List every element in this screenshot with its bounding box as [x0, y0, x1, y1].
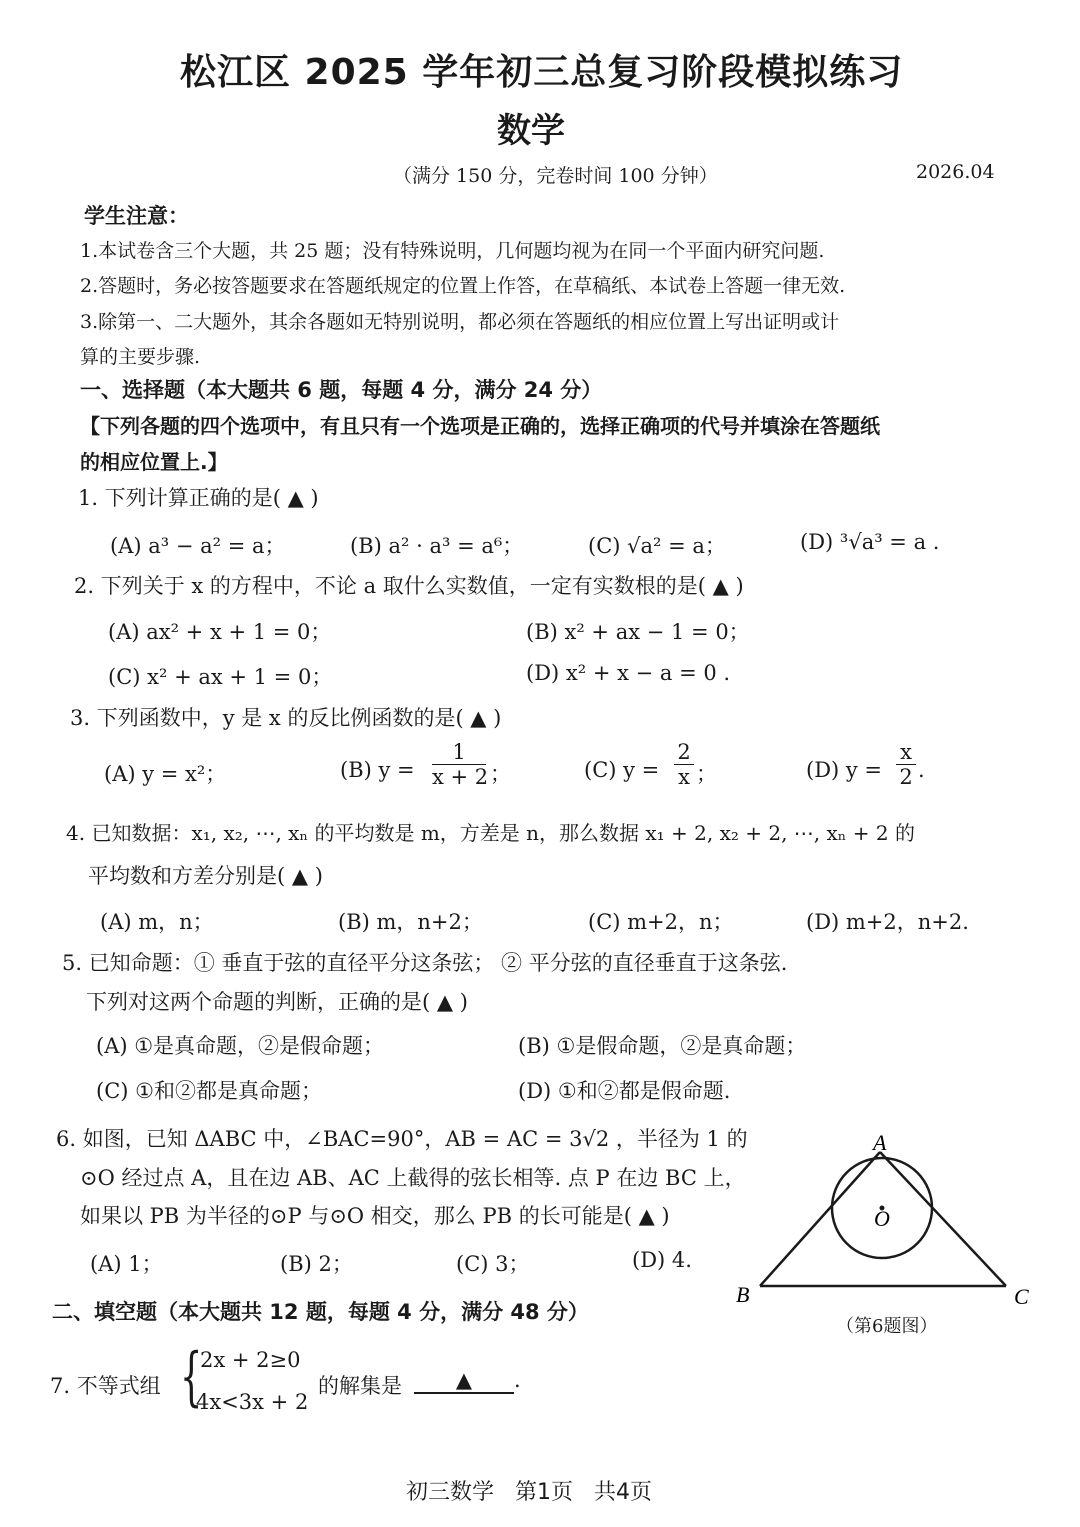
q6-figure-caption: （第6题图） [836, 1316, 938, 1337]
page-footer: 初三数学 第1页 共4页 [406, 1480, 652, 1505]
q3-option-d [806, 758, 882, 782]
q5-stem-2: 下列对这两个命题的判断，正确的是( ▲ ) [86, 990, 468, 1014]
q6-stem-3: 如果以 PB 为半径的⊙P 与⊙O 相交，那么 PB 的长可能是( ▲ ) [80, 1204, 670, 1228]
q3-option-d-fraction [896, 740, 916, 789]
q7-brace: { [180, 1340, 203, 1414]
section1-instruction-1: 【下列各题的四个选项中，有且只有一个选项是正确的，选择正确项的代号并填涂在答题纸 [80, 414, 880, 438]
notice-heading: 学生注意： [84, 203, 189, 228]
q4-stem-2: 平均数和方差分别是( ▲ ) [88, 864, 323, 888]
q3-option-b-label: (B) y = [340, 758, 415, 782]
q4-stem-1: 4. 已知数据：x₁, x₂, ⋯, xₙ 的平均数是 m，方差是 n，那么数据 x₁ + 2, x₂ + 2, ⋯, xₙ + 2 的 [66, 821, 916, 845]
section1-instruction-2: 的相应位置上.】 [80, 450, 228, 474]
q4-option-a: (A) m，n； [100, 910, 214, 934]
q3-option-b-denominator: x + 2 [432, 765, 489, 789]
triangle-side-ac [880, 1152, 1006, 1286]
q6-stem-2: ⊙O 经过点 A，且在边 AB、AC 上截得的弦长相等. 点 P 在边 BC 上， [80, 1166, 746, 1190]
q4-option-b: (B) m，n+2； [338, 910, 483, 934]
label-b: B [736, 1282, 750, 1307]
q3-option-c-numerator: 2 [674, 740, 694, 765]
exam-info: （满分 150 分，完卷时间 100 分钟） [393, 165, 718, 187]
q7-inequality-1: 2x + 2≥0 [200, 1348, 301, 1372]
q6-option-a: (A) 1； [90, 1252, 163, 1276]
q7-prefix: 7. 不等式组 [50, 1374, 161, 1398]
q7-end: . [514, 1368, 521, 1392]
q4-option-c: (C) m+2，n； [588, 910, 734, 934]
q6-option-b: (B) 2； [280, 1252, 353, 1276]
q2-option-c: (C) x² + ax + 1 = 0； [108, 665, 333, 689]
q3-option-c-denominator: x [678, 765, 690, 789]
q1-option-b: (B) a² · a³ = a⁶； [350, 534, 524, 558]
q1-option-d: (D) ³√a³ = a . [800, 530, 940, 554]
q3-option-c-label: (C) y = [584, 758, 660, 782]
q3-option-d-label: (D) y = [806, 758, 883, 782]
q1-option-c: (C) √a² = a； [588, 534, 726, 558]
notice-item-1: 1.本试卷含三个大题，共 25 题；没有特殊说明，几何题均视为在同一个平面内研究问题. [80, 240, 825, 262]
q5-option-d: (D) ①和②都是假命题. [518, 1079, 731, 1103]
q3-option-a: (A) y = x²； [104, 762, 227, 786]
section2-heading: 二、填空题（本大题共 12 题，每题 4 分，满分 48 分） [52, 1300, 589, 1324]
q6-option-c: (C) 3； [456, 1252, 530, 1276]
q3-option-b [340, 758, 415, 782]
q2-option-d: (D) x² + x − a = 0 . [526, 661, 731, 685]
q5-stem-1: 5. 已知命题：① 垂直于弦的直径平分这条弦； ② 平分弦的直径垂直于这条弦. [62, 951, 788, 975]
q3-option-b-semicolon: ； [490, 762, 511, 786]
q7-blank-marker: ▲ [414, 1368, 514, 1394]
q2-option-a: (A) ax² + x + 1 = 0； [108, 620, 332, 644]
q3-option-d-denominator: 2 [899, 765, 913, 789]
q3-option-c-fraction [674, 740, 694, 789]
q5-option-c: (C) ①和②都是真命题； [96, 1079, 322, 1103]
q6-option-d: (D) 4. [632, 1248, 692, 1272]
q3-option-b-numerator: 1 [432, 740, 486, 765]
q2-stem: 2. 下列关于 x 的方程中，不论 a 取什么实数值，一定有实数根的是( ▲ ) [74, 574, 744, 598]
exam-date: 2026.04 [916, 161, 995, 183]
q2-option-b: (B) x² + ax − 1 = 0； [526, 620, 750, 644]
q3-option-d-period: . [918, 758, 925, 782]
q3-option-c-semicolon: ； [696, 762, 717, 786]
notice-item-4: 算的主要步骤. [80, 346, 201, 368]
label-o: O [874, 1206, 890, 1231]
label-c: C [1014, 1284, 1029, 1309]
section1-heading: 一、选择题（本大题共 6 题，每题 4 分，满分 24 分） [80, 378, 603, 402]
q5-option-a: (A) ①是真命题，②是假命题； [96, 1034, 385, 1058]
label-a: A [873, 1130, 887, 1155]
notice-item-3: 3.除第一、二大题外，其余各题如无特别说明，都必须在答题纸的相应位置上写出证明或计 [80, 311, 840, 333]
triangle-side-ab [760, 1152, 880, 1286]
q3-stem: 3. 下列函数中，y 是 x 的反比例函数的是( ▲ ) [70, 706, 502, 730]
exam-subject: 数学 [497, 111, 565, 151]
q4-option-d: (D) m+2，n+2. [806, 910, 969, 934]
q7-suffix: 的解集是 [318, 1374, 402, 1398]
q6-figure [730, 1130, 1040, 1330]
exam-title: 松江区 2025 学年初三总复习阶段模拟练习 [180, 52, 904, 93]
q1-option-a: (A) a³ − a² = a； [110, 534, 286, 558]
q7-inequality-2: 4x<3x + 2 [196, 1390, 309, 1414]
q3-option-d-numerator: x [896, 740, 916, 765]
notice-item-2: 2.答题时，务必按答题要求在答题纸规定的位置上作答，在草稿纸、本试卷上答题一律无效. [80, 275, 846, 297]
q3-option-b-fraction [432, 740, 489, 789]
q3-option-c [584, 758, 659, 782]
q7-answer-blank [414, 1368, 521, 1394]
q1-stem: 1. 下列计算正确的是( ▲ ) [78, 486, 319, 510]
q6-stem-1: 6. 如图，已知 ΔABC 中，∠BAC=90°，AB = AC = 3√2 ，半径为 1 的 [56, 1127, 748, 1151]
q5-option-b: (B) ①是假命题，②是真命题； [518, 1034, 807, 1058]
